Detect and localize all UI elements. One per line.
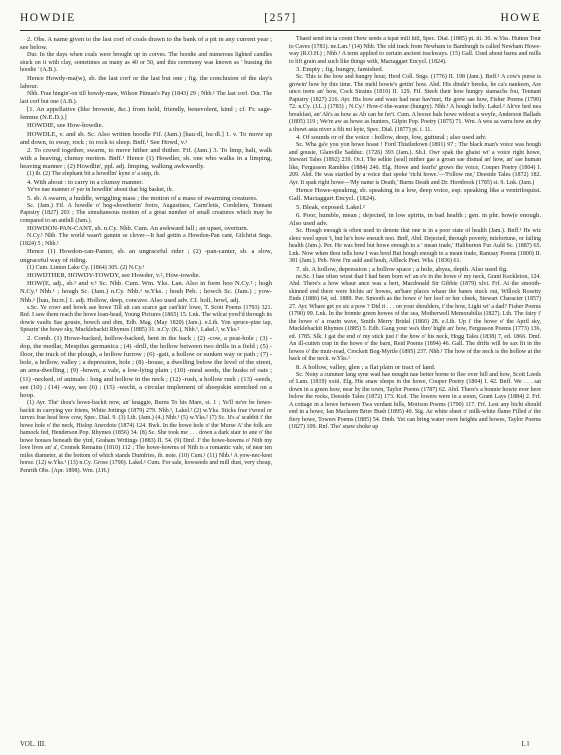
- citation-paragraph: ne.Sc. I hae often wiust that I had been born wi' an e'e in the howe o' my neck, Grant Keckleton, 124. Abd. There's a how whaur ance was a hert, Macdonald Sir Gibbie (1879) xlvi. Frf. At the smooth-skinned end there were hichts an' howes, an'bare places whaur the banes stuck out, Willock Rosetty Ends (1886) 64, ed. 1889. Per. Smooth as the howe o' her loof or her cheek, Stewart Character (1857) 27. Ayr. Whare get ye sic a pow ? Did it . . . on your shoulders, i' the how, Light wi' a dad? Fisher Poems (1790) 99. Lnk. In the bonnie green howes of the sea, Motherwell Memorabilia (1827). Lth. The fairy i' the howe o' a roarin wave, Smith Merry Bridal (1866) 28. e.Lth. Up i' the howe o' the April sky, Mucklebackit Rhymes (1885) 5. Edb. Gang your wa's thro' hight an' how, Fergusson Poems (1773) 136, ed. 1785. Slk. I gat the end o' my stick just i' the how o' his neck, Hogg Tales (1838) 7, ed. 1866. Dmf. An ill-cutten crap in the howe o' the barn, Reid Poems (1894) 46. Gall. The drifts will be sax fit in the howes o' the muir-road, Crockett Bog-Myrtle (1895) 237. Nhb.¹ The how of the neck is the hollow at the back of the neck. w.Yks.¹: [289, 273, 541, 363]
- definition-paragraph: 2. To crowd together, swarm, to move hither and thither. Fif. (Jam.) 3. To limp, halt, walk with a heaving, clumsy motion. Bnff.¹ Hence (1) Howdler, sb. one who walks in a limping, heaving manner ; (2) Howdlin', ppl. adj. limping, walking awkwardly.: [20, 146, 272, 171]
- definition-paragraph: Hence Howe-speaking, sb. speaking in a low, deep voice, esp. speaking like a ventriloquist. Gall. Mactaggart Encycl. (1824).: [289, 187, 541, 203]
- signature-mark: L l: [521, 741, 529, 748]
- header-rule: [20, 30, 541, 31]
- definition-paragraph: 7. sb. A hollow, depression ; a hollow space ; a hole, abyss, depth. Also used fig.: [296, 265, 508, 273]
- citation-paragraph: Nhb. Frae hingin'-on till howdy-maw, Wilson Pitman's Pay (1843) 29 ; Nhb.¹ The last corf. Dur. The last corf but one (A.B.).: [20, 91, 272, 105]
- definition-paragraph: 2. Obs. A name given to the last corf of coals drawn to the bank of a pit in any current year ; see below.: [20, 36, 272, 52]
- definition-paragraph: 2. Comb. (1) Howe-backed, hollow-backed, bent in the back ; (2) -cow, a peat-hole ; (3) -dop, the medlar, Mespilus germanica ; (4) -drill, the hollow between two drills in a field ; (5) -floor, the track of the plough, a hollow furrow ; (6) -gait, a hollow or sunken way or path ; (7) -hole, a hollow, valley ; a depression, hole ; (8) -house, a dwelling below the level of the street, an area-dwelling ; (9) -howm, a vale, a low-lying plain ; (10) -meal seeds, the husks of oats ; (11) -necked, of animals : long and hollow in the neck ; (12) -rush, a hollow rush ; (13) -seeds, see (10) ; (14) -way, see (6) ; (15) -wecht, a circular implement of sheepskin stretched on a hoop.: [20, 334, 272, 399]
- definition-paragraph: HOWDLE, v. and sb. Sc. Also written hoodle Fif. (Jam.) [hau·dl, hu·dl.] 1. v. To move up and down, to sway, rock ; to rock to sleep. Bnff.¹ See Howd, v.¹: [20, 130, 272, 146]
- citation-paragraph: Dur. In the days when coals were brought up in corves. The hoodie and numerous lighted candles stuck on it with clay, sometimes as many as 40 or 50, and this ceremony was known as ' bussing the hoodie ' (A.B.).: [20, 52, 272, 74]
- definition-paragraph: 4. Of sounds or of the voice : hollow, deep, low, guttural ; also used adv.: [296, 134, 487, 142]
- citation-paragraph: Sc. Wha ga'e you yon howe hoast ! Ford Thistledown (1891) 97 ; The black man's voice was hough and gousie, Glanville Sadduc. (1726) 393 (Jam.). Sh.I. Owr spak the ghaist wi' a voice right howe, Stewart Tales (1892) 239. Or.I. The selkie [seal] mither gae a groan sae dismal an' how, an' sae human like, Fergusson Rambles (1884) 246. Elg. Howe and fearfu' grows the voice, Couper Poetry (1804) I. 209. Abd. He was startled by a voice that spoke 'richt howe.'—'Follow me,' Deeside Tales (1872) 182. Ayr. It spak right howe—'My name is Death,' Burns Death and Dr. Hornbook (1785) st. 9. Lnk. (Jam.): [289, 142, 541, 186]
- definition-paragraph: [1. An appellative (like brownie, &c.) from hold, friendly, benevolent, kind ; cf. Fr. sage-femme (N.E.D.).]: [20, 106, 272, 122]
- header-right-headword: HOWE: [500, 12, 541, 24]
- citation-paragraph: Sc. (Jam.) Fif. A howdle o' hog-showtherin' freirs, Augustines, Carm'leits, Cordeliers, Tennant Papistry (1827) 203 ; The simultaneous motion of a great number of small creatures which may be compared to an anthill (Jam.).: [20, 202, 272, 224]
- definition-paragraph: HOW(E, adj., sb.¹ and v.¹ Sc. Nhb. Cum. Wm. Yks. Lan. Also in form hoo N.Cy.¹ ; hogh N.Cy.¹ Nhb.¹ ; hough Sc. (Jam.) n.Cy. Nhb.¹ w.Yks. ; houh Peb. ; howch Sc. (Jam.) ; yow- Nhb.¹ [hau, hu:ʊ.] 1. adj. Hollow, deep, concave. Also used adv. Cf. holl, howl, adj.: [20, 280, 272, 304]
- citation-paragraph: Sc. Nony a cummer lang syne wad hae nought nae better borne to flee over hill and how, Scott Leeds of Lam. (1819) xxiii. Elg. His snaw sleeps in the howe, Couper Poetry (1804) I. 42. Bnff. We . . . sat down in a green how, near by the town, Taylor Poems (1787) 62. Abd. There's a bonnie howie ever here below the rocks, Deeside Tales (1872) 173. Kcd. The lowers were in a soom, Grant Lays (1884) 2. Frf. A cottage in a howe between Twa verdant hills, Morison Poems (1790) 117. Frf. Lest any hicht should end in a howe, Ian Maclaren Brier Bush (1895) 40. Sig. Ae white sheet o' milk-white flame Filled a' the fiery howe, Towers Poems (1885) 54. Dmb. Yet can bring water owre heights and howes, Taylor Poems (1827) 109. Rnf. Tho' snaw choke up: [289, 371, 541, 431]
- definition-paragraph: HOWDIE, see How-howdie.: [27, 122, 104, 130]
- citation-paragraph: N.Cy.¹ Nhb. The world wasn't gannin se clever—It had gettin a Howdon-Pan cant, Gilchrist Sngs. (1824) 5 ; Nhb.¹: [20, 233, 272, 247]
- definition-paragraph: HOWDON-PAN-CANT, sb. n.Cy. Nhb. Cum. An awkward fall ; an upset, overturn.: [27, 225, 249, 233]
- citation-paragraph: (1) ib. (2) The elephant bit a howdlin' kyne o' a step, ib.: [27, 171, 161, 178]
- citation-paragraph: s.Sc. Ye cowr and howk sae howe Till ait can scarce gar can'kin' lowe, T. Scott Poems (1793) 321. Rnf. I saw them reach the howe loan-head, Young Pictures (1865) 15. Lnk. The wilcat yowl'd through its dowie vaults Sae gousie, howch and dim, Edb. Mag. (May 1820) (Jam.). e.Lth. Yon spruce-pine tap, Spearin' the howe sky, Mucklebackit Rhymes (1885) 31. n.Cy. (K.), Nhb.¹, Lakel.², w.Yks.²: [20, 304, 272, 334]
- definition-paragraph: Hence Howdy-ma(w), sb. the last corf or the last but one ; fig. the conclusion of the day's labour.: [20, 74, 272, 90]
- citation-paragraph: Thaed send im ta coont t'how seeds a tspat mill hill, Spec. Dial. (1885) pt. iii. 30. w.Yks. Hutton Tour to Caves (1781). ne.Lan.¹ (14) Nhb. The old track from Newham to Bamburgh is called Newham Howe-way (R.O.H.) ; Nhb.¹ A term applied to certain ancient trackways. (15) Gall. Used about barns and mills to lift grain and such like things with, Mactaggart Encycl. (1824).: [289, 36, 541, 65]
- volume-label: VOL. III.: [20, 741, 46, 748]
- definition-paragraph: 3. Empty ; fig. hungry, famished.: [296, 66, 384, 73]
- left-column: [20, 36, 272, 736]
- citation-paragraph: (1) Ayr. The' thou's howe-backit now, an' knaggie, Burns To his Mare, st. 1 ; Ye'll ne'er be howe-backit in carrying yer friens, White Jottings (1879) 279. Nhb.¹, Lakel.² (2) w.Yks. Sticks frae t'wood or turves frae heaf how cow, Spec. Dial. 9. (3) Lth. (Jam.) (4.) Nhb.¹ (5) w.Yks.² (7) Sc. It's a' scabbit i' the howe hole o' the neck, Hislop Anecdote (1874) 124. Bwk. In the howe hole o' the Morse A' the folk are hamock fed, Henderson Pop. Rhymes (1856) 34. (8) Sc. She took me . . . down a dark stair to ane o' the howe houses beneath the yird, Graham Writings (1883) II. 54. (9) Dmf. I' the howe-howms o' Nith my love lives an' a', Cromek Remains (1810) 112 ; The howe-howms of Nith is a romantic vale, of near ten miles diameter, at the bottom of which stands Dumfries, ib. note. (10) Cum.¹ (11) Nhb.¹ A yow-nec-keet horse. (12) w.Yks.¹ (13) n.Cy. Grose (1790). Lakel.² Cum. For sale, howseeds and mill dust, very cheap, Penrith Obs. (Apr. 1898). Wm. (J.H.): [20, 400, 272, 474]
- definition-paragraph: 5. sb. A swarm, a huddle, wriggling mass ; the motion of a mass of swarming creatures.: [27, 194, 258, 202]
- citation-paragraph: Sc. This is the how and hungry hour, Herd Coll. Sngs. (1776) II. 198 (Jam.). Bnff.¹ A cow's purse is growin' how by this time. The mehl bowie's gettin' how. Abd. His dinda'r breeks, he ca's nankeen, Are unco teem an' how, Cock Strains (1810) II. 129. Fif. Steeh their how hungry stamachs fou, Tennant Papistry (1827) 216. Ayr. His how and waur had near hav'met, He grew sae how, Fisher Poems (1790) 72. n.Cy. (J.L.) (1783) ; N.Cy.¹ How-t'-the-wame (hungry). Nhb.¹ A hough belly. Lakel.² Ah've hed nea breakfast, an' Ah's as how as Ah can be fer't. Cum. A hoose hals howe widout a weyfe, Anderson Ballads (1805) 119 ; We're aw as howe as hunters, Gilpin Pop. Poetry (1875) 71. Wm. A wes sa varra how an dry a thowt asta niver a filt mi kyte, Spec. Dial. (1877) pt. i. 11.: [289, 74, 541, 133]
- header-left-headword: HOWDIE: [20, 12, 76, 24]
- citation-paragraph: (1) Cum. Linton Lake Cy. (1864) 305. (2) N.Cy.¹: [27, 264, 145, 271]
- page-footer: [20, 741, 541, 753]
- running-header: [20, 12, 541, 32]
- citation-paragraph: Ye've nae manner o' yer in howdlin' about that big basket, ib.: [27, 187, 174, 194]
- page-number: [257]: [264, 12, 297, 24]
- citation-paragraph: Sc. Hough enough is often used to denote that one is in a poor state of health (Jam.). Bnff.¹ He wiz sleez weel upon 't, but he's how eneuch noo. Bnff, Abd. Dejected, through poverty, misfortune, or failing health (Jam.). Per. He was bred but howe enough to a ' mean trade,' Haliburton Fur Auld Sc. (1887) 65. Lnk. Now when thou tells how I was bred But hough enough to a mean trade, Ramsay Poems (1800) II. 381 (Jam.). Peb. Now I'm auld and houh, Affleck Poet. Wks. (1836) 61.: [289, 228, 541, 265]
- definition-paragraph: 8. A hollow, valley, glen ; a flat plain or tract of land.: [296, 363, 436, 371]
- definition-paragraph: Hence (1) Howdon-can-Panter, sb. an ungraceful rider ; (2) -pan-canter, sb. a slow, ungraceful way of riding.: [20, 248, 272, 264]
- definition-paragraph: 4. With about : to carry in a clumsy manner.: [27, 178, 143, 186]
- definition-paragraph: HOWDTHER, HOWDY-TOWDY, see Howder, v.², How-towdie.: [27, 272, 201, 280]
- definition-paragraph: 5. Bleak, exposed. Lakel.²: [296, 203, 365, 211]
- right-column: [289, 36, 541, 736]
- definition-paragraph: 6. Poor, humble, mean ; dejected, in low spirits, in bad health ; gen. in phr. how(e enough. Also used adv.: [289, 211, 541, 227]
